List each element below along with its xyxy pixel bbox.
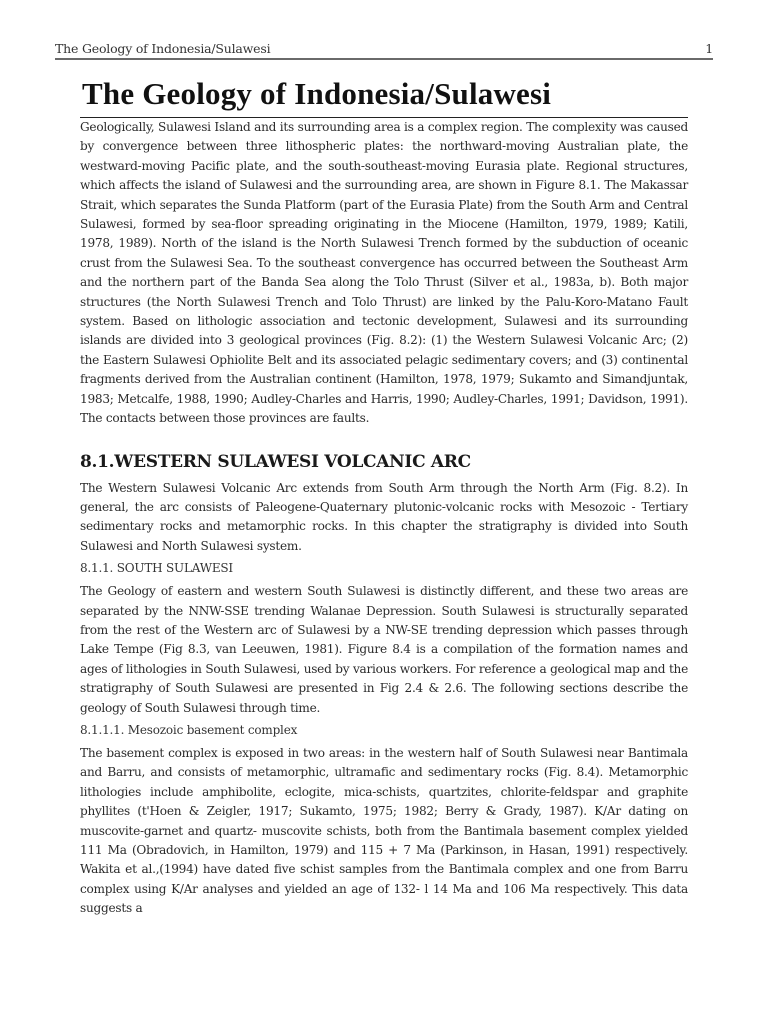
- document-title: The Geology of Indonesia/Sulawesi: [80, 76, 688, 118]
- running-header: [55, 36, 713, 60]
- page-number: 1: [705, 41, 713, 56]
- page-content: [80, 76, 688, 919]
- section-heading-western-sulawesi-volcanic-arc: 8.1.WESTERN SULAWESI VOLCANIC ARC: [80, 451, 471, 472]
- intro-paragraph: Geologically, Sulawesi Island and its surrounding area is a complex region. The complexity was caused by convergence between three lithospheric plates: the northward-moving Australian plate, the westward-moving Pacific plate, and the south-southeast-moving Eurasia plate. Regional structures, which affects the island of Sulawesi and the surrounding area, are shown in Figure 8.1. The Makassar Strait, which separates the Sunda Platform (part of the Eurasia Plate) from the South Arm and Central Sulawesi, formed by sea-floor spreading originating in the Miocene (Hamilton, 1979, 1989; Katili, 1978, 1989). North of the island is the North Sulawesi Trench formed by the subduction of oceanic crust from the Sulawesi Sea. To the southeast convergence has occurred between the Southeast Arm and the northern part of the Banda Sea along the Tolo Thrust (Silver et al., 1983a, b). Both major structures (the North Sulawesi Trench and Tolo Thrust) are linked by the Palu-Koro-Matano Fault system. Based on lithologic association and tectonic development, Sulawesi and its surrounding islands are divided into 3 geological provinces (Fig. 8.2): (1) the Western Sulawesi Volcanic Arc; (2) the Eastern Sulawesi Ophiolite Belt and its associated pelagic sedimentary covers; and (3) continental fragments derived from the Australian continent (Hamilton, 1978, 1979; Sukamto and Simandjuntak, 1983; Metcalfe, 1988, 1990; Audley-Charles and Harris, 1990; Audley-Charles, 1991; Davidson, 1991). The contacts between those provinces are faults.: [80, 120, 688, 426]
- subsubsection-paragraph-mesozoic-basement: The basement complex is exposed in two areas: in the western half of South Sulawesi near Bantimala and Barru, and consists of metamorphic, ultramafic and sedimentary rocks (Fig. 8.4). Metamorphic lithologies include amphibolite, eclogite, mica-schists, quartzites, chlorite-feldspar and graphite phyllites (t'Hoen & Zeigler, 1917; Sukamto, 1975; 1982; Berry & Grady, 1987). K/Ar dating on muscovite-garnet and quartz- muscovite schists, both from the Bantimala basement complex yielded 111 Ma (Obradovich, in Hamilton, 1979) and 115 + 7 Ma (Parkinson, in Hasan, 1991) respectively. Wakita et al.,(1994) have dated five schist samples from the Bantimala complex and one from Barru complex using K/Ar analyses and yielded an age of 132- l 14 Ma and 106 Ma respectively. This data suggests a: [80, 745, 688, 916]
- subsection-paragraph-south-sulawesi: The Geology of eastern and western South Sulawesi is distinctly different, and these two areas are separated by the NNW-SSE trending Walanae Depression. South Sulawesi is structurally separated from the rest of the Western arc of Sulawesi by a NW-SE trending depression which passes through Lake Tempe (Fig 8.3, van Leeuwen, 1981). Figure 8.4 is a compilation of the formation names and ages of lithologies in South Sulawesi, used by various workers. For reference a geological map and the stratigraphy of South Sulawesi are presented in Fig 2.4 & 2.6. The following sections describe the geology of South Sulawesi through time.: [80, 584, 688, 715]
- subsubsection-heading-mesozoic-basement: 8.1.1.1. Mesozoic basement complex: [80, 722, 298, 737]
- subsection-heading-south-sulawesi: 8.1.1. SOUTH SULAWESI: [80, 561, 233, 576]
- section-paragraph-western-sulawesi: The Western Sulawesi Volcanic Arc extends from South Arm through the North Arm (Fig. 8.2). In general, the arc consists of Paleogene-Quaternary plutonic-volcanic rocks with Mesozoic - Tertiary sedimentary rocks and metamorphic rocks. In this chapter the stratigraphy is divided into South Sulawesi and North Sulawesi system.: [80, 480, 688, 553]
- running-title: The Geology of Indonesia/Sulawesi: [55, 41, 271, 56]
